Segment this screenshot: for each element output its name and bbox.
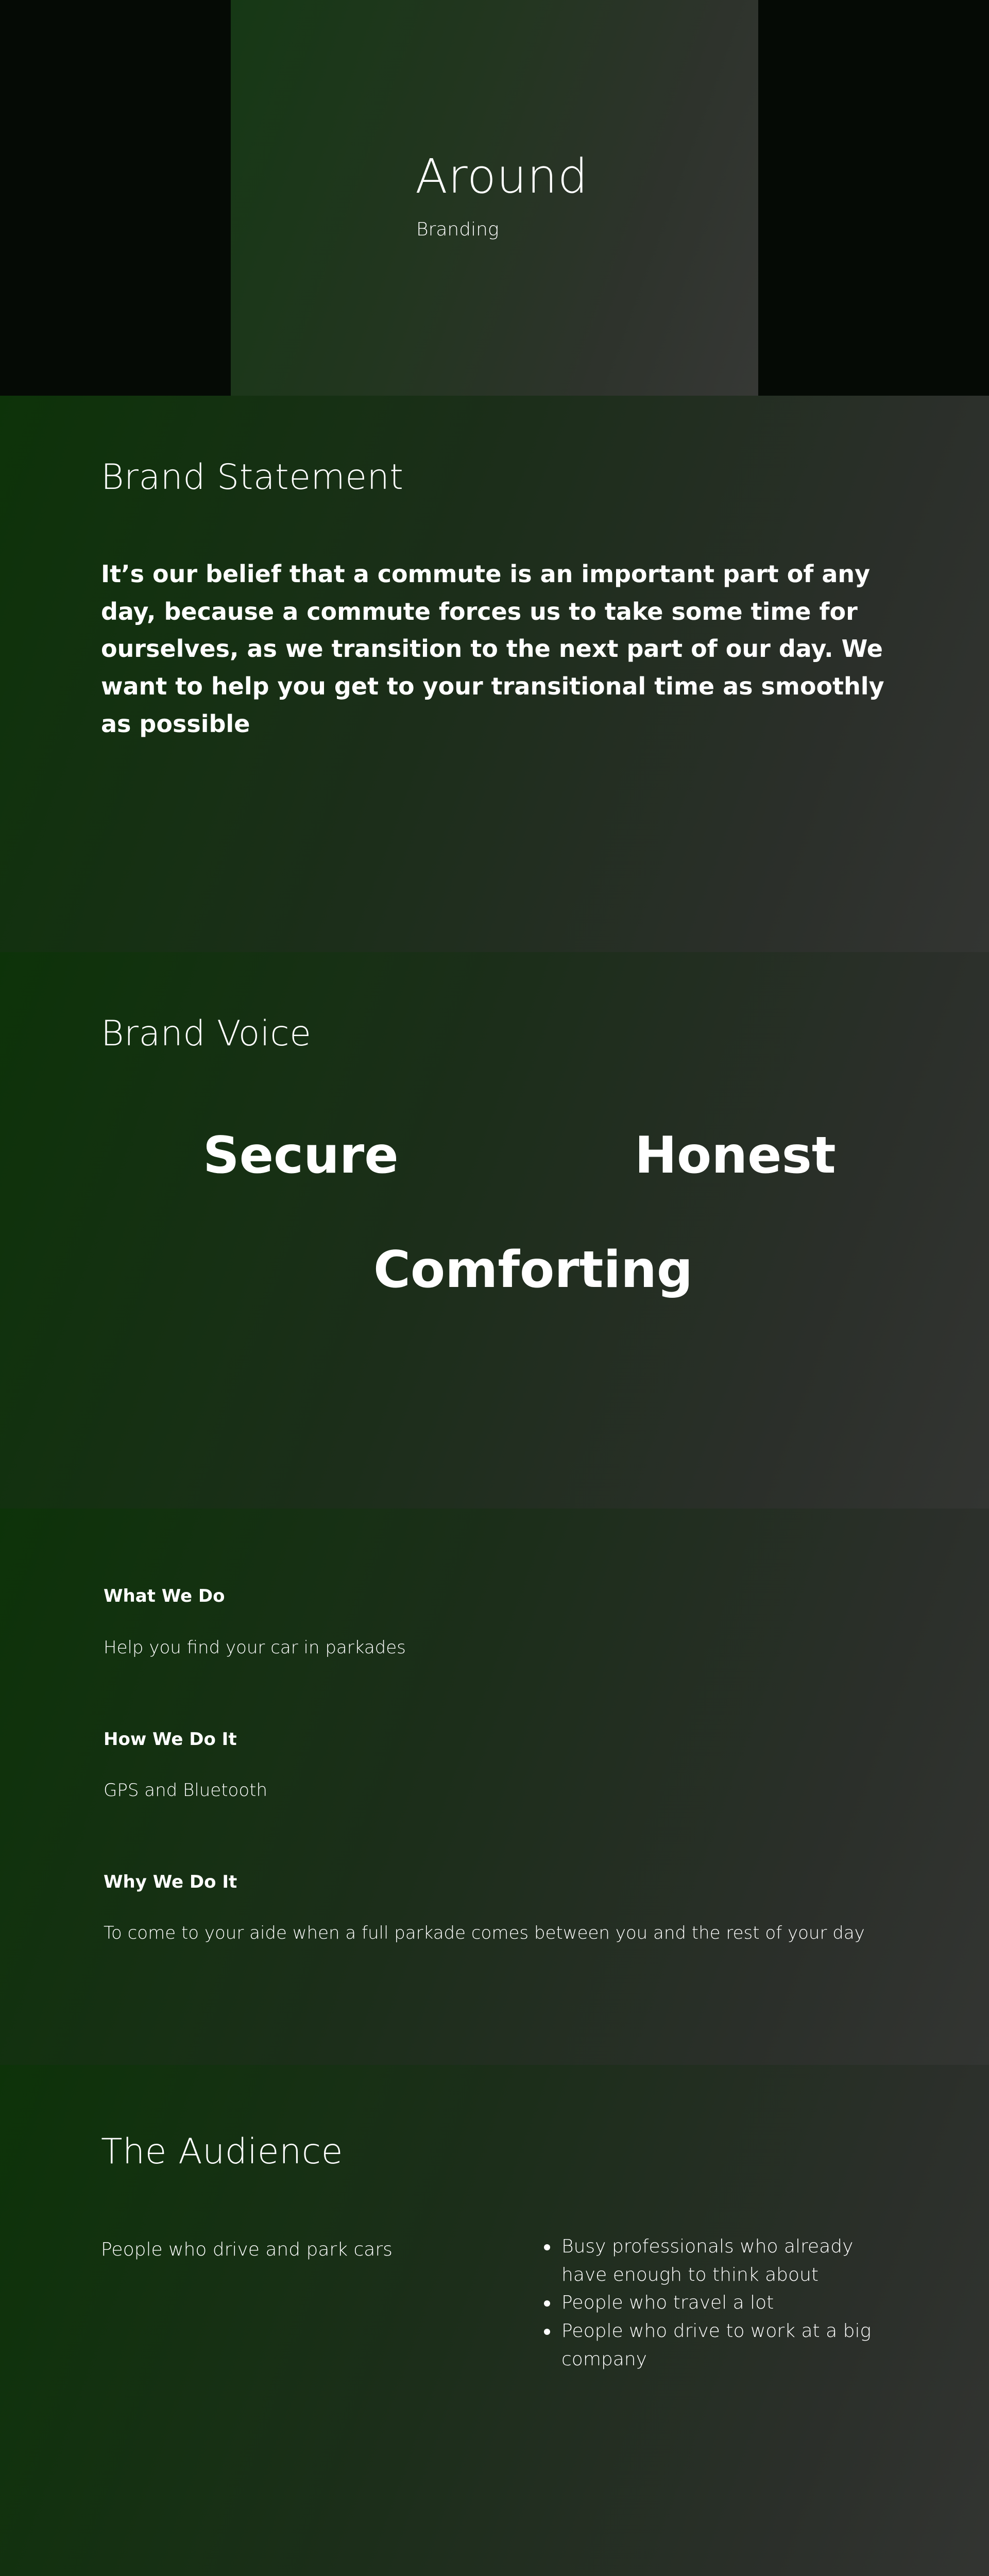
audience-list-item: People who travel a lot (541, 2289, 901, 2317)
why-we-do-it-heading: Why We Do It (104, 1872, 237, 1892)
hero-left-panel (0, 0, 231, 396)
hero-subtitle: Branding (416, 219, 499, 240)
why-we-do-it-text: To come to your aide when a full parkade comes between you and the rest of your day (104, 1923, 865, 1943)
audience-section (0, 2065, 989, 2576)
how-we-do-it-text: GPS and Bluetooth (104, 1780, 268, 1801)
how-we-do-it-heading: How We Do It (104, 1729, 237, 1750)
audience-list-item: Busy professionals who already have enough to think about (541, 2233, 901, 2289)
brand-voice-section (0, 952, 989, 1509)
brand-statement-section (0, 396, 989, 952)
voice-word-honest: Honest (635, 1126, 836, 1185)
brand-statement-text: It’s our belief that a commute is an important part of any day, because a commute forces us to take some time for ourselves, as we transition to the next part of our day. We want to help you get to your transitional time as smoothly as possible (101, 560, 884, 738)
audience-list-item: People who drive to work at a big company (541, 2317, 901, 2374)
audience-list (541, 2233, 901, 2374)
what-we-do-heading: What We Do (104, 1586, 225, 1606)
brand-statement-heading: Brand Statement (101, 457, 404, 498)
what-how-why-section (0, 1509, 989, 2065)
voice-word-comforting: Comforting (373, 1241, 693, 1299)
hero-title: Around (415, 149, 589, 204)
brand-voice-heading: Brand Voice (101, 1013, 312, 1054)
voice-word-secure: Secure (203, 1126, 399, 1185)
audience-heading: The Audience (101, 2131, 343, 2172)
hero-right-panel (758, 0, 989, 396)
hero-section (0, 0, 989, 396)
what-we-do-text: Help you find your car in parkades (104, 1637, 406, 1658)
audience-summary: People who drive and park cars (101, 2239, 393, 2260)
